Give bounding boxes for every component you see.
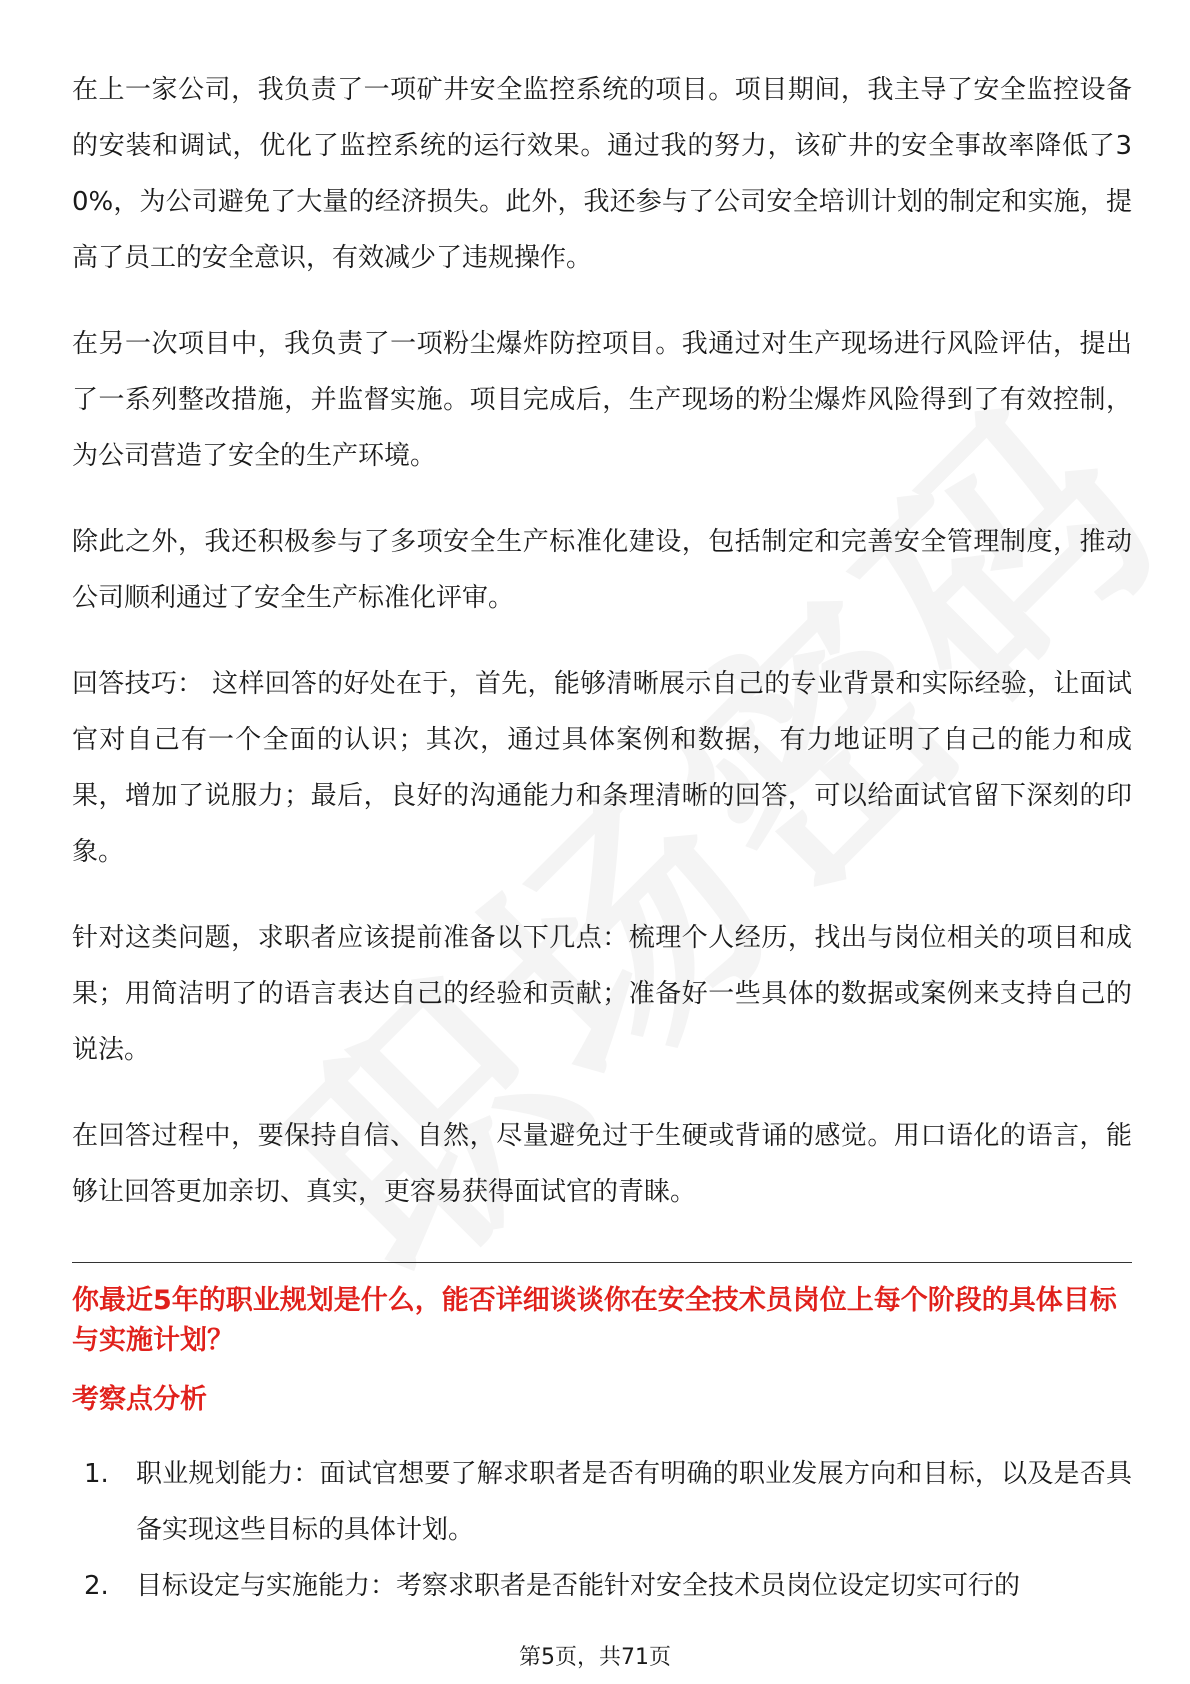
analysis-list xyxy=(72,1446,1132,1614)
list-number: 2. xyxy=(84,1571,109,1601)
list-item xyxy=(72,1558,1132,1614)
paragraph: 在回答过程中，要保持自信、自然，尽量避免过于生硬或背诵的感觉。用口语化的语言，能够让回答更加亲切、真实，更容易获得面试官的青睐。 xyxy=(72,1121,1132,1207)
document-body xyxy=(72,62,1132,1614)
paragraph: 在上一家公司，我负责了一项矿井安全监控系统的项目。项目期间，我主导了安全监控设备的安装和调试，优化了监控系统的运行效果。通过我的努力，该矿井的安全事故率降低了30%，为公司避免了大量的经济损失。此外，我还参与了公司安全培训计划的制定和实施，提高了员工的安全意识，有效减少了违规操作。 xyxy=(72,75,1132,273)
question-heading: 你最近5年的职业规划是什么，能否详细谈谈你在安全技术员岗位上每个阶段的具体目标与实施计划？ xyxy=(72,1285,1117,1356)
tips-paragraph: 回答技巧： 这样回答的好处在于，首先，能够清晰展示自己的专业背景和实际经验，让面试官对自己有一个全面的认识；其次，通过具体案例和数据，有力地证明了自己的能力和成果，增加了说服力；最后，良好的沟通能力和条理清晰的回答，可以给面试官留下深刻的印象。 xyxy=(72,669,1132,867)
paragraph: 针对这类问题，求职者应该提前准备以下几点：梳理个人经历，找出与岗位相关的项目和成果；用简洁明了的语言表达自己的经验和贡献；准备好一些具体的数据或案例来支持自己的说法。 xyxy=(72,923,1132,1065)
page-footer: 第5页，共71页 xyxy=(519,1645,671,1670)
section-title: 考察点分析 xyxy=(72,1384,207,1415)
list-number: 1. xyxy=(84,1459,109,1489)
list-text: 职业规划能力：面试官想要了解求职者是否有明确的职业发展方向和目标，以及是否具备实现这些目标的具体计划。 xyxy=(136,1459,1132,1545)
divider xyxy=(72,1262,1132,1263)
paragraph: 在另一次项目中，我负责了一项粉尘爆炸防控项目。我通过对生产现场进行风险评估，提出了一系列整改措施，并监督实施。项目完成后，生产现场的粉尘爆炸风险得到了有效控制，为公司营造了安全的生产环境。 xyxy=(72,329,1132,471)
list-item xyxy=(72,1446,1132,1558)
list-text: 目标设定与实施能力：考察求职者是否能针对安全技术员岗位设定切实可行的 xyxy=(136,1571,1021,1601)
paragraph: 除此之外，我还积极参与了多项安全生产标准化建设，包括制定和完善安全管理制度，推动公司顺利通过了安全生产标准化评审。 xyxy=(72,527,1132,613)
